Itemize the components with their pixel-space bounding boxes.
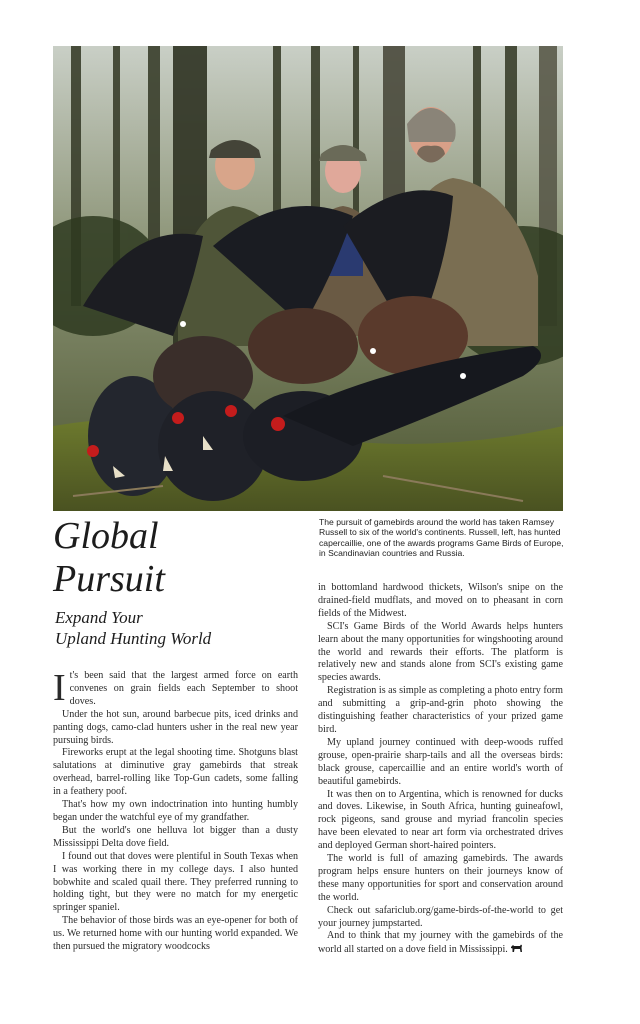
photo-caption: The pursuit of gamebirds around the world has taken Ramsey Russell to six of the world's continents. Russell, left, has hunted capercaillie, one of the awards programs Game Birds of Europe, in Scandinavian countries and Russia. — [319, 517, 564, 558]
subhead — [55, 607, 315, 649]
article-column-right — [318, 582, 563, 957]
headline-line-1: Global — [53, 515, 159, 557]
paragraph: It was then on to Argentina, which is renowned for ducks and doves. Likewise, in South Africa, hunting guineafowl, rock pigeons, sand grouse and myriad francolin species have been elevated to near art form via orchestrated drives and deployed German short-haired pointers. — [318, 788, 563, 852]
article-title-block — [53, 515, 315, 649]
article-column-left — [53, 667, 298, 954]
paragraph: And to think that my journey with the gamebirds of the world all started on a dove field in Mississippi. — [318, 930, 563, 956]
dog-silhouette-icon — [510, 943, 523, 953]
headline — [53, 515, 315, 601]
paragraph: Fireworks erupt at the legal shooting time. Shotguns blast salutations at diminutive gray gamebirds that streak overhead, barrel-rolling like Top-Gun cadets, some falling in a feathery poof. — [53, 747, 298, 798]
paragraph: But the world's one helluva lot bigger than a dusty Mississippi Delta dove field. — [53, 824, 298, 849]
paragraph: My upland journey continued with deep-woods ruffed grouse, open-prairie sharp-tails and all the overseas birds: black grouse, capercaillie and an entire world's worth of beautiful gamebirds. — [318, 736, 563, 787]
paragraph: Under the hot sun, around barbecue pits, iced drinks and panting dogs, camo-clad hunters usher in the real new year pursuing birds. — [53, 708, 298, 746]
hunters-with-capercaillie-photo — [53, 46, 563, 511]
paragraph: SCI's Game Birds of the World Awards helps hunters learn about the many opportunities for wingshooting around the world and rewards their efforts. The platform is relatively new and stands alone from SCI's existing game species awards. — [318, 620, 563, 684]
subhead-line-1: Expand Your — [55, 608, 143, 627]
drop-cap: I — [53, 667, 66, 709]
paragraph: It's been said that the largest armed force on earth convenes on grain fields each September to shoot doves. — [53, 667, 298, 709]
paragraph: Registration is as simple as completing a photo entry form and submitting a grip-and-grin photo showing the distinguishing feather characteristics of your prized game bird. — [318, 685, 563, 735]
paragraph: That's how my own indoctrination into hunting humbly began under the watchful eye of my grandfather. — [53, 799, 298, 823]
photo-illustration — [53, 46, 563, 511]
paragraph: The world is full of amazing gamebirds. The awards program helps ensure hunters on their journeys know of these many opportunities for sport and conservation around the world. — [318, 853, 563, 903]
paragraph: Check out safariclub.org/game-birds-of-the-world to get your journey jumpstarted. — [318, 904, 563, 929]
paragraph: The behavior of those birds was an eye-opener for both of us. We returned home with our hunting world expanded. We then pursued the migratory woodcocks — [53, 915, 298, 953]
subhead-line-2: Upland Hunting World — [55, 629, 212, 648]
paragraph: in bottomland hardwood thickets, Wilson's snipe on the drained-field mudflats, and moved on to pheasant in corn fields of the Midwest. — [318, 582, 563, 619]
headline-line-2: Pursuit — [53, 558, 165, 600]
paragraph: I found out that doves were plentiful in South Texas when I was working there in my college days. I also hunted bobwhite and scaled quail there. They preferred running to holding tight, but they were no match for my energetic springer spaniel. — [53, 850, 298, 914]
